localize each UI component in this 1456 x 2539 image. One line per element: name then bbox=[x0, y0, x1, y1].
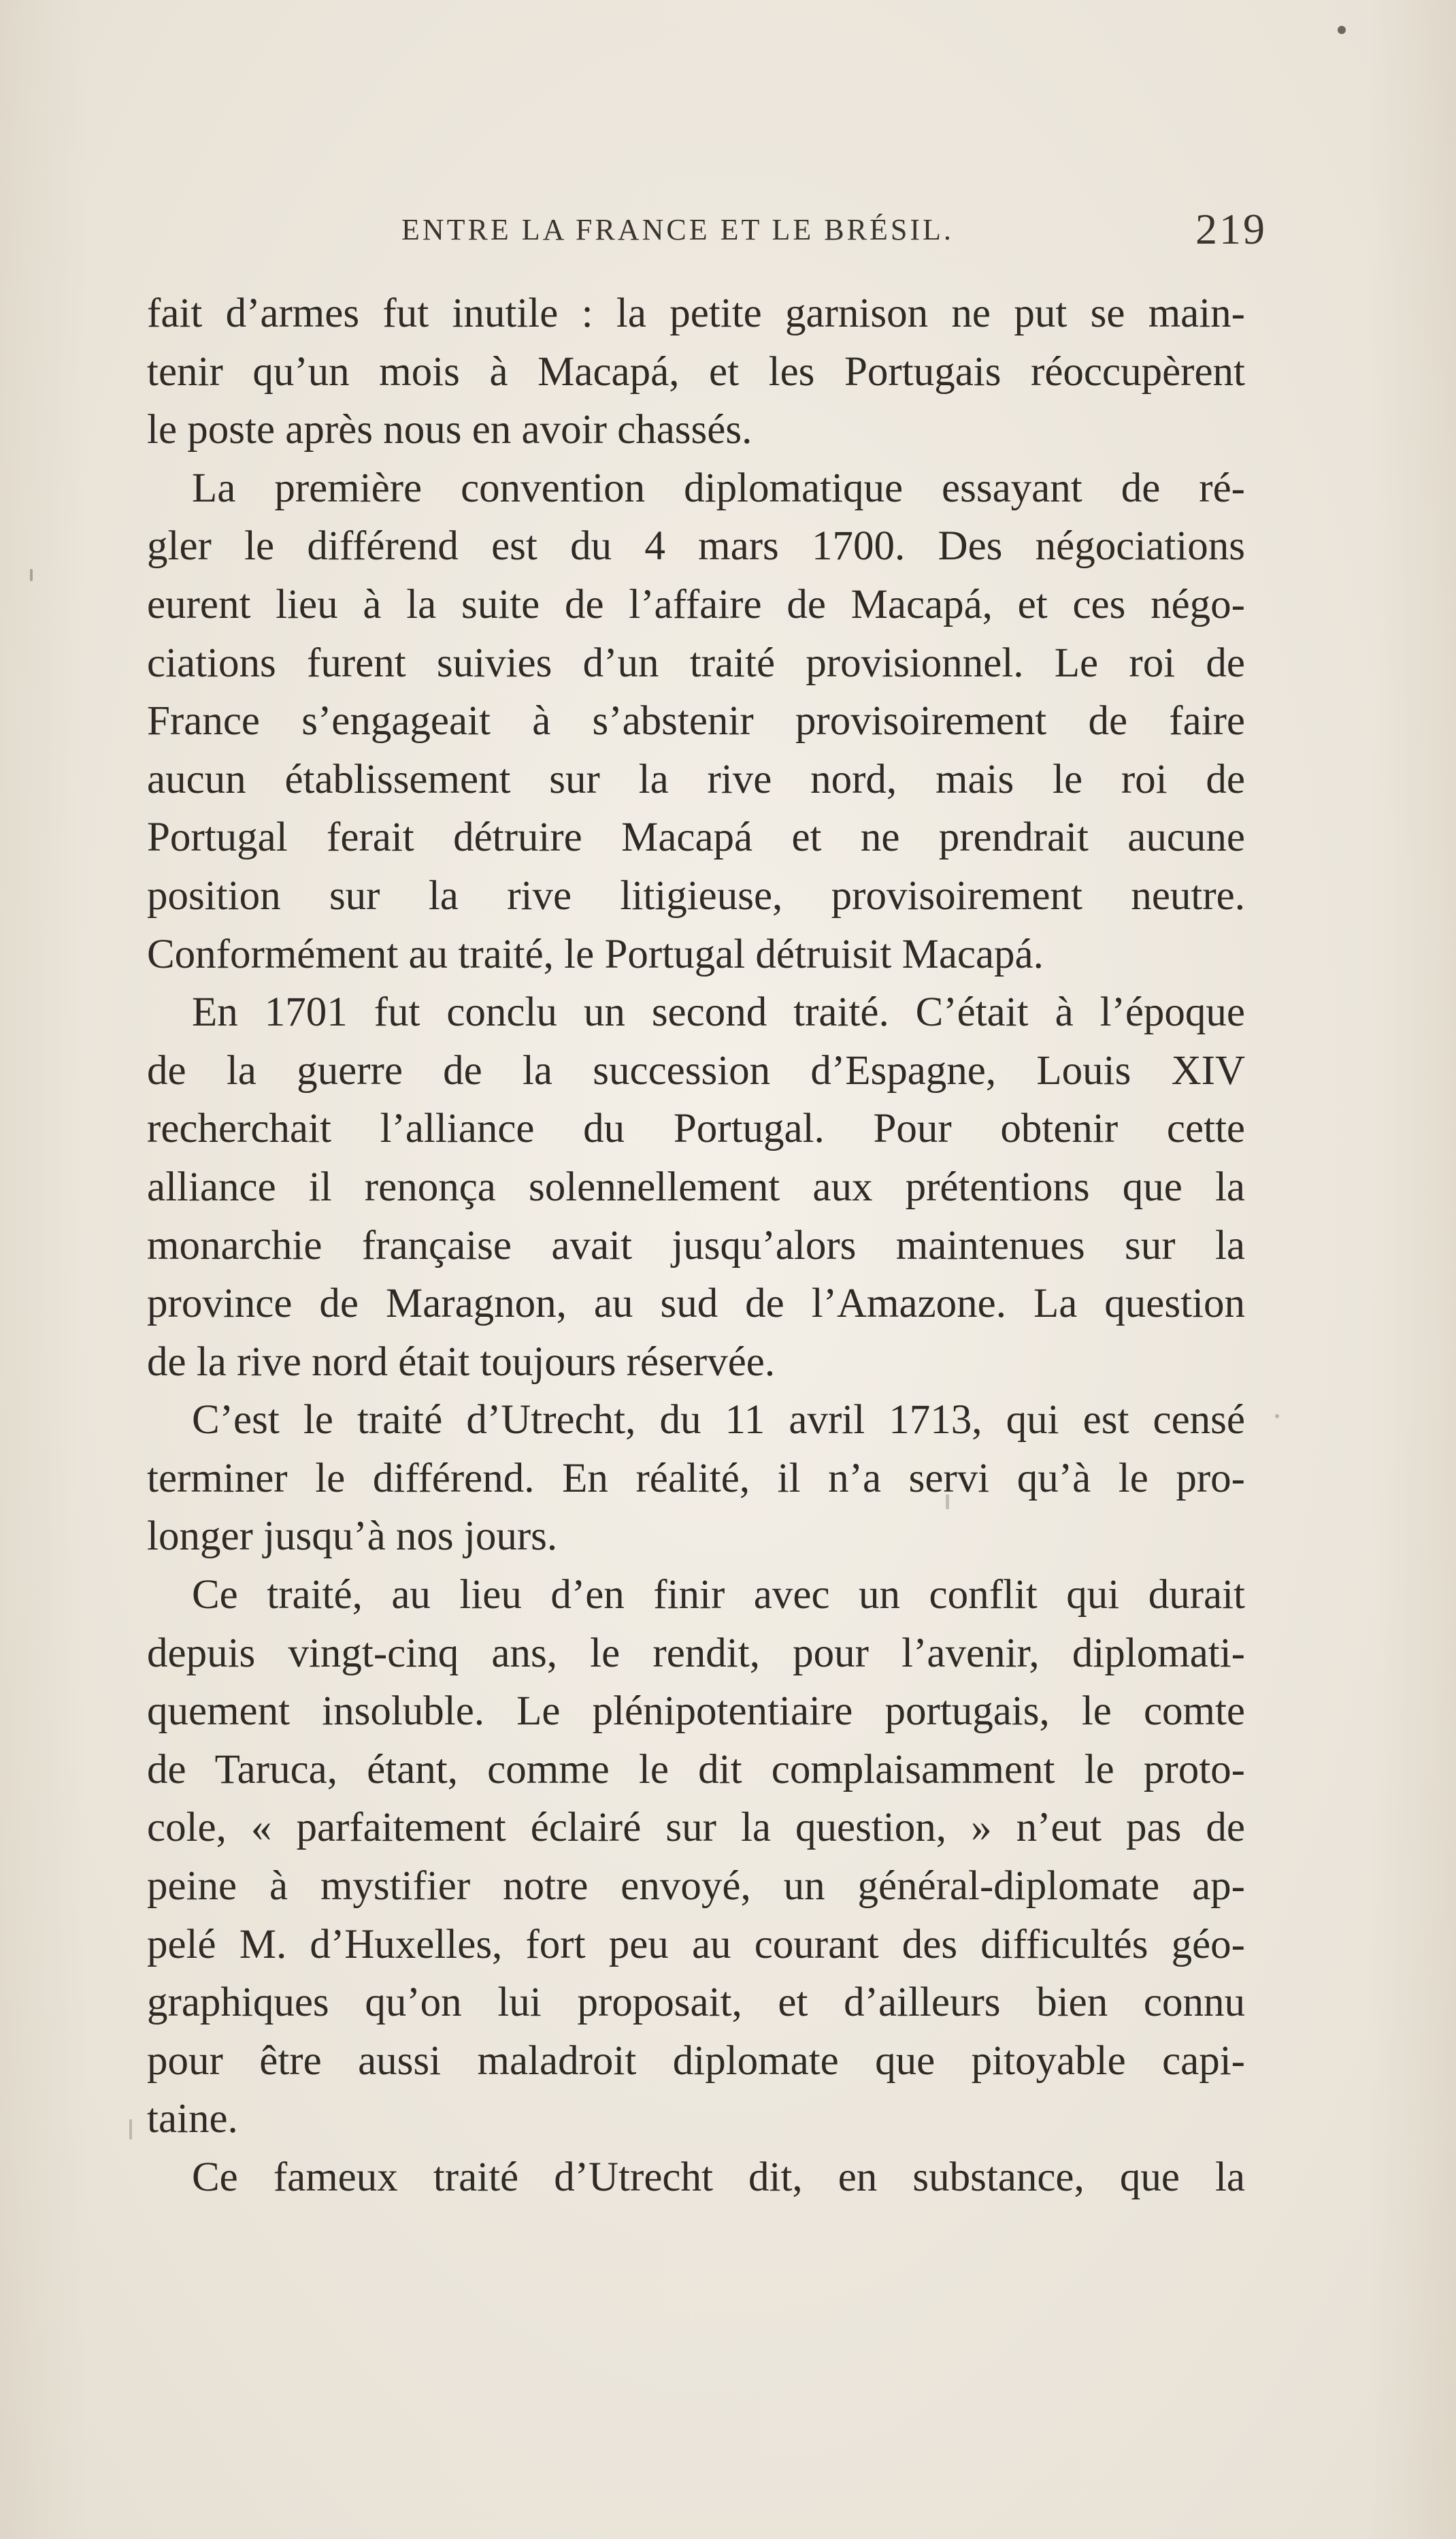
paragraph-start-line: Ce traité, au lieu d’en finir avec un conflit qui durait bbox=[192, 1572, 1245, 1618]
text-line: fait d’armes fut inutile : la petite garnison ne put se main- bbox=[147, 291, 1245, 336]
running-head: ENTRE LA FRANCE ET LE BRÉSIL. bbox=[401, 213, 954, 246]
text-line: longer jusqu’à nos jours. bbox=[147, 1513, 558, 1560]
page-number: 219 bbox=[1195, 205, 1267, 253]
text-line: terminer le différend. En réalité, il n’a servi qu’à le pro- bbox=[147, 1455, 1245, 1501]
paper-speck bbox=[1275, 1414, 1279, 1418]
text-line: de la rive nord était toujours réservée. bbox=[147, 1339, 776, 1385]
text-line: Conformément au traité, le Portugal détruisit Macapá. bbox=[147, 931, 1044, 977]
text-line: taine. bbox=[147, 2096, 238, 2142]
text-line: de Taruca, étant, comme le dit complaisamment le proto- bbox=[147, 1746, 1245, 1792]
paper-speck bbox=[1338, 26, 1346, 34]
text-line: Portugal ferait détruire Macapá et ne prendrait aucune bbox=[147, 815, 1245, 861]
paper-speck bbox=[30, 569, 33, 581]
text-line: gler le différend est du 4 mars 1700. Des négociations bbox=[147, 523, 1245, 570]
text-line: pelé M. d’Huxelles, fort peu au courant des difficultés géo- bbox=[147, 1921, 1245, 1967]
text-line: ciations furent suivies d’un traité provisionnel. Le roi de bbox=[147, 640, 1245, 686]
paper-speck bbox=[129, 2119, 132, 2140]
text-line: position sur la rive litigieuse, provisoirement neutre. bbox=[147, 872, 1245, 919]
paragraph-start-line: La première convention diplomatique essayant de ré- bbox=[192, 465, 1245, 511]
paper-speck bbox=[946, 1494, 949, 1509]
text-line: depuis vingt-cinq ans, le rendit, pour l’avenir, diplomati- bbox=[147, 1630, 1245, 1676]
text-line: cole, « parfaitement éclairé sur la question, » n’eut pas de bbox=[147, 1805, 1245, 1851]
text-line: aucun établissement sur la rive nord, mais le roi de bbox=[147, 756, 1245, 802]
text-line: tenir qu’un mois à Macapá, et les Portugais réoccupèrent bbox=[147, 348, 1245, 395]
text-line: eurent lieu à la suite de l’affaire de Macapá, et ces négo- bbox=[147, 581, 1245, 627]
text-line: recherchait l’alliance du Portugal. Pour obtenir cette bbox=[147, 1106, 1245, 1152]
text-line: de la guerre de la succession d’Espagne, Louis XIV bbox=[147, 1047, 1245, 1094]
paragraph-start-line: En 1701 fut conclu un second traité. C’était à l’époque bbox=[192, 989, 1245, 1036]
paragraph-start-line: C’est le traité d’Utrecht, du 11 avril 1713, qui est censé bbox=[192, 1397, 1245, 1443]
text-line: graphiques qu’on lui proposait, et d’ailleurs bien connu bbox=[147, 1980, 1245, 2026]
text-line: France s’engageait à s’abstenir provisoirement de faire bbox=[147, 698, 1245, 744]
text-line: alliance il renonça solennellement aux prétentions que la bbox=[147, 1164, 1245, 1210]
paragraph-start-line: Ce fameux traité d’Utrecht dit, en substance, que la bbox=[192, 2155, 1245, 2200]
text-line: monarchie française avait jusqu’alors maintenues sur la bbox=[147, 1222, 1245, 1268]
text-line: peine à mystifier notre envoyé, un général-diplomate ap- bbox=[147, 1863, 1245, 1910]
text-line: province de Maragnon, au sud de l’Amazone. La question bbox=[147, 1281, 1245, 1327]
body-text bbox=[147, 284, 1245, 2207]
text-line: quement insoluble. Le plénipotentiaire portugais, le comte bbox=[147, 1688, 1245, 1735]
text-line: le poste après nous en avoir chassés. bbox=[147, 407, 752, 453]
text-line: pour être aussi maladroit diplomate que pitoyable capi- bbox=[147, 2037, 1245, 2084]
